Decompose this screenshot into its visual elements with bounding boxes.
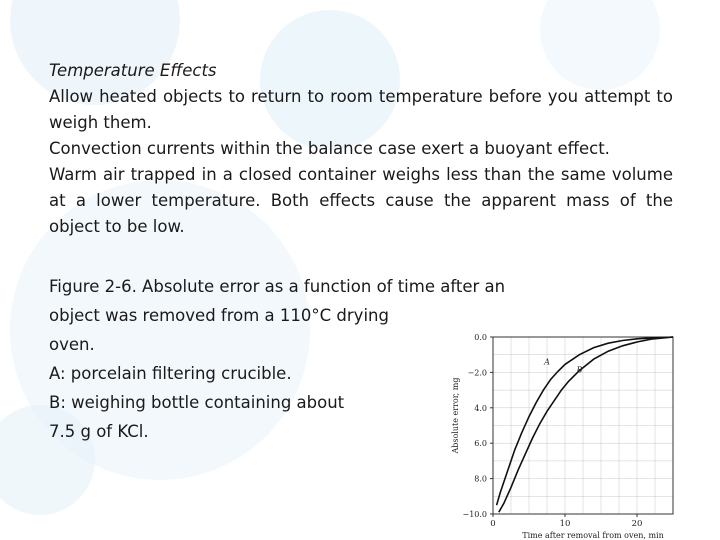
section-heading: Temperature Effects: [49, 61, 217, 80]
caption-line: B: weighing bottle containing about: [49, 393, 345, 412]
absolute-error-chart: [440, 320, 720, 540]
series-annotation-A: A: [544, 357, 550, 367]
caption-line: oven.: [49, 335, 95, 354]
paragraph: Warm air trapped in a closed container weighs less than the same volume at a lower temperature. Both effects cause the apparent mass of the object to be low.: [49, 165, 673, 236]
x-tick-label: 0: [490, 519, 496, 529]
y-tick-label: −10.0: [462, 510, 487, 519]
caption-line: object was removed from a 110°C drying: [49, 306, 389, 325]
series-annotation-B: B: [576, 365, 583, 375]
body-text: [49, 58, 673, 240]
y-axis-label: Absolute error, mg: [451, 377, 460, 454]
paragraph: Allow heated objects to return to room temperature before you attempt to weigh them.: [49, 87, 673, 132]
x-tick-label: 10: [559, 519, 571, 529]
y-tick-label: 8.0: [474, 474, 487, 484]
caption-line: 7.5 g of KCl.: [49, 422, 149, 441]
series-line-A: [497, 337, 673, 505]
y-tick-label: −2.0: [467, 368, 487, 378]
x-axis-label: Time after removal from oven, min: [522, 531, 664, 540]
y-tick-label: 0.0: [474, 333, 487, 342]
caption-line: Figure 2-6. Absolute error as a function of time after an: [49, 277, 506, 296]
y-tick-label: 6.0: [474, 439, 487, 449]
caption-line: A: porcelain filtering crucible.: [49, 364, 292, 383]
x-tick-label: 20: [631, 519, 643, 529]
y-tick-label: 4.0: [474, 403, 487, 413]
paragraph: Convection currents within the balance case exert a buoyant effect.: [49, 139, 610, 158]
